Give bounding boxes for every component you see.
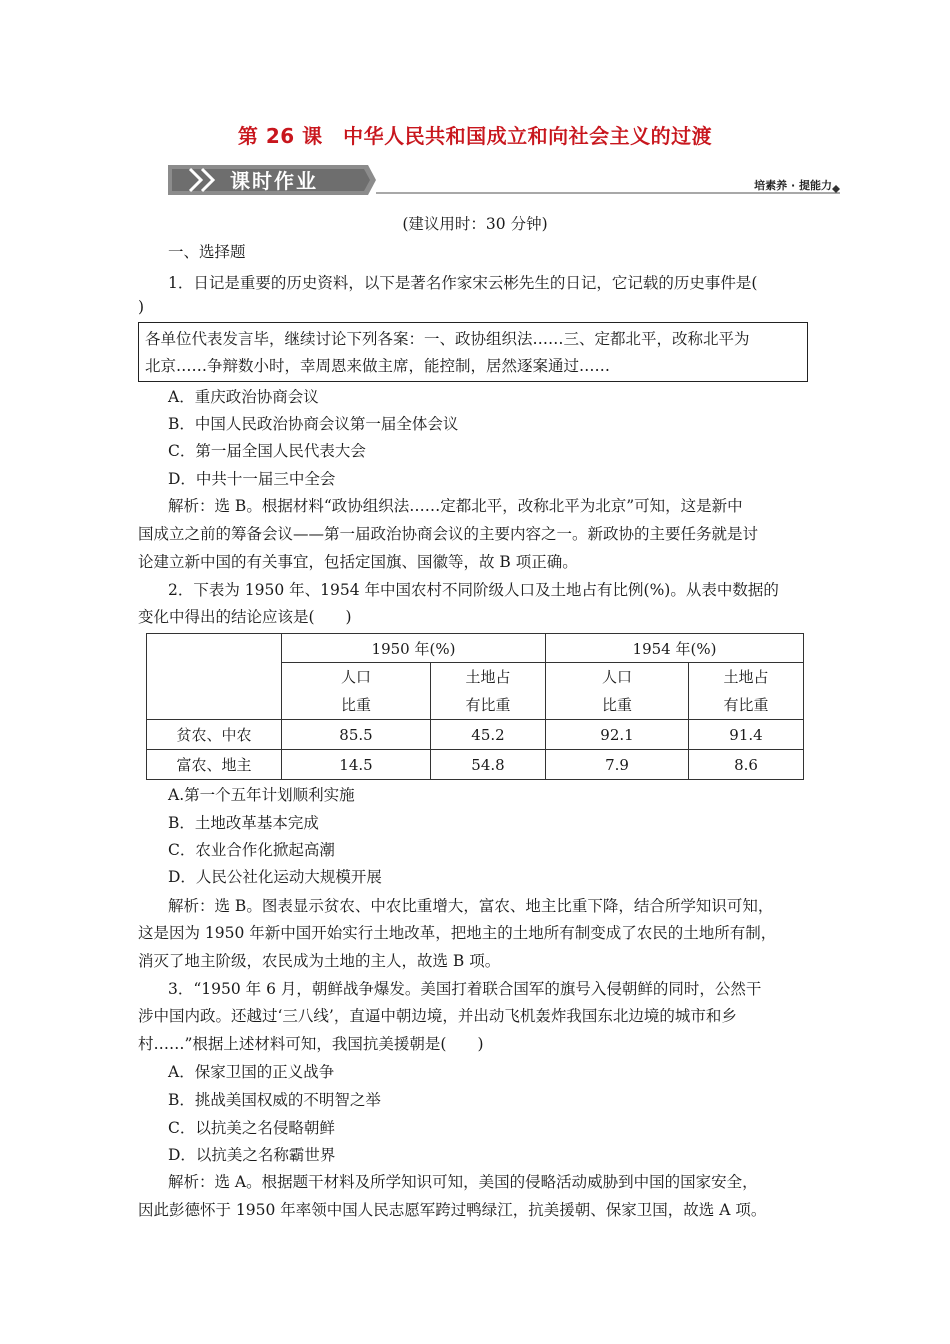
diamond-icon bbox=[832, 185, 840, 193]
row-label: 贫农、中农 bbox=[147, 720, 282, 750]
q1-option-a: A．重庆政治协商会议 bbox=[168, 388, 319, 406]
cell-value: 54.8 bbox=[431, 750, 546, 780]
cell-value: 14.5 bbox=[282, 750, 431, 780]
cell-value: 45.2 bbox=[431, 720, 546, 750]
time-note: (建议用时：30 分钟) bbox=[402, 215, 548, 233]
banner-right-label: 培素养 · 提能力 bbox=[754, 179, 832, 192]
table-col-land-1950: 土地占 有比重 bbox=[431, 663, 546, 720]
q1-option-b: B．中国人民政治协商会议第一届全体会议 bbox=[168, 415, 459, 433]
q2-analysis-line1: 解析：选 B。图表显示贫农、中农比重增大，富农、地主比重下降，结合所学知识可知， bbox=[168, 897, 774, 915]
q1-analysis-line1: 解析：选 B。根据材料“政协组织法……定都北平，改称北平为北京”可知，这是新中 bbox=[168, 497, 743, 515]
cell-value: 7.9 bbox=[546, 750, 689, 780]
q1-option-d: D．中共十一届三中全会 bbox=[168, 470, 336, 488]
q3-option-a: A．保家卫国的正义战争 bbox=[168, 1063, 335, 1081]
q3-stem-line3: 村……”根据上述材料可知，我国抗美援朝是( ) bbox=[138, 1035, 484, 1053]
q1-analysis-line3: 论建立新中国的有关事宜，包括定国旗、国徽等，故 B 项正确。 bbox=[138, 553, 578, 571]
q1-quote-box bbox=[138, 322, 808, 382]
q2-analysis-line2: 这是因为 1950 年新中国开始实行土地改革，把地主的土地所有制变成了农民的土地所有制， bbox=[138, 924, 777, 942]
q3-analysis-line2: 因此彭德怀于 1950 年率领中国人民志愿军跨过鸭绿江，抗美援朝、保家卫国，故选 A 项。 bbox=[138, 1201, 767, 1219]
land-ownership-table bbox=[146, 633, 804, 780]
q2-option-d: D．人民公社化运动大规模开展 bbox=[168, 868, 382, 886]
q3-stem-line2: 涉中国内政。还越过‘三八线’，直逼中朝边境，并出动飞机轰炸我国东北边境的城市和乡 bbox=[138, 1007, 737, 1025]
q3-option-c: C．以抗美之名侵略朝鲜 bbox=[168, 1119, 335, 1137]
table-corner-cell bbox=[147, 634, 282, 720]
q2-stem-line2: 变化中得出的结论应该是( ) bbox=[138, 608, 352, 626]
cell-value: 92.1 bbox=[546, 720, 689, 750]
q1-quote-line2: 北京……争辩数小时，幸周恩来做主席，能控制，居然逐案通过…… bbox=[145, 357, 611, 375]
q3-option-b: B．挑战美国权威的不明智之举 bbox=[168, 1091, 381, 1109]
table-col-land-1954: 土地占 有比重 bbox=[689, 663, 804, 720]
row-label: 富农、地主 bbox=[147, 750, 282, 780]
table-header-1950: 1950 年(%) bbox=[282, 634, 546, 663]
q3-analysis-line1: 解析：选 A。根据题干材料及所学知识可知，美国的侵略活动威胁到中国的国家安全， bbox=[168, 1173, 758, 1191]
q2-option-a: A.第一个五年计划顺利实施 bbox=[168, 786, 355, 804]
section-heading: 一、选择题 bbox=[168, 243, 246, 261]
q2-analysis-line3: 消灭了地主阶级，农民成为土地的主人，故选 B 项。 bbox=[138, 952, 501, 970]
q2-option-b: B．土地改革基本完成 bbox=[168, 814, 319, 832]
q3-stem-line1: 3．“1950 年 6 月，朝鲜战争爆发。美国打着联合国军的旗号入侵朝鲜的同时，公然干 bbox=[168, 980, 762, 998]
table-col-population-1954: 人口 比重 bbox=[546, 663, 689, 720]
lesson-title: 第 26 课 中华人民共和国成立和向社会主义的过渡 bbox=[237, 124, 713, 148]
q1-stem-line1: 1．日记是重要的历史资料，以下是著名作家宋云彬先生的日记，它记载的历史事件是( bbox=[168, 274, 758, 292]
q1-quote-line1: 各单位代表发言毕，继续讨论下列各案：一、政协组织法……三、定都北平，改称北平为 bbox=[145, 330, 750, 348]
q3-option-d: D．以抗美之名称霸世界 bbox=[168, 1146, 336, 1164]
q2-option-c: C．农业合作化掀起高潮 bbox=[168, 841, 335, 859]
table-col-population-1950: 人口 比重 bbox=[282, 663, 431, 720]
q1-option-c: C．第一届全国人民代表大会 bbox=[168, 442, 366, 460]
q1-analysis-line2: 国成立之前的筹备会议——第一届政治协商会议的主要内容之一。新政协的主要任务就是讨 bbox=[138, 525, 759, 543]
cell-value: 8.6 bbox=[689, 750, 804, 780]
table-row bbox=[147, 750, 804, 780]
cell-value: 85.5 bbox=[282, 720, 431, 750]
banner-label: 课时作业 bbox=[230, 169, 318, 193]
table-row bbox=[147, 720, 804, 750]
cell-value: 91.4 bbox=[689, 720, 804, 750]
table-header-1954: 1954 年(%) bbox=[546, 634, 804, 663]
q1-stem-line2: ) bbox=[138, 298, 145, 316]
q2-stem-line1: 2．下表为 1950 年、1954 年中国农村不同阶级人口及土地占有比例(%)。从表中数据的 bbox=[168, 581, 779, 599]
